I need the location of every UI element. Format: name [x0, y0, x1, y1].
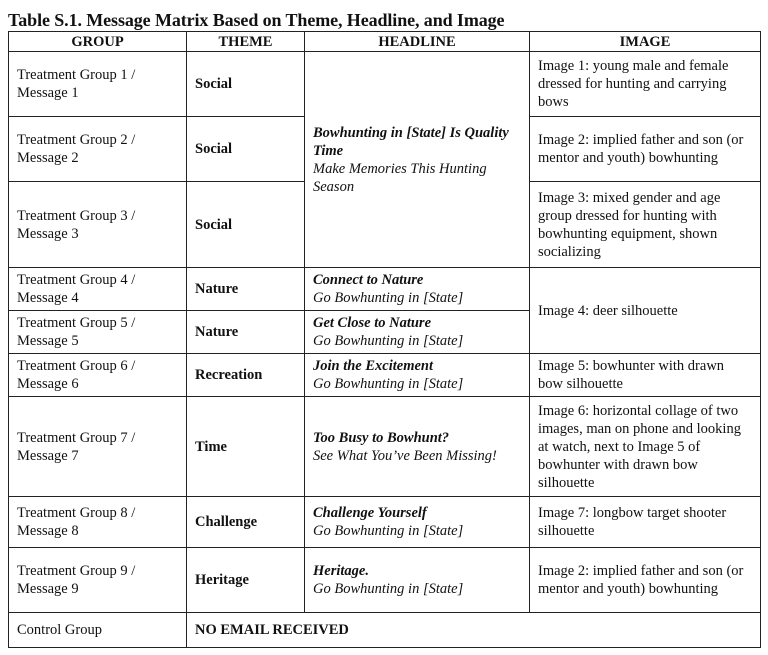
- header-row: [9, 32, 761, 52]
- headline-cell: Heritage. Go Bowhunting in [State]: [305, 548, 530, 613]
- control-text-cell: NO EMAIL RECEIVED: [187, 613, 761, 648]
- theme-cell: Nature: [187, 311, 305, 354]
- theme-cell: Challenge: [187, 497, 305, 548]
- control-row: [9, 613, 761, 648]
- group-cell: Treatment Group 9 / Message 9: [9, 548, 187, 613]
- group-cell: Treatment Group 5 / Message 5: [9, 311, 187, 354]
- image-cell: Image 2: implied father and son (or mentor and youth) bowhunting: [530, 548, 761, 613]
- column-header-theme: THEME: [187, 32, 305, 52]
- table-row: [9, 548, 761, 613]
- theme-cell: Social: [187, 182, 305, 268]
- group-cell: Treatment Group 4 / Message 4: [9, 268, 187, 311]
- image-cell: Image 3: mixed gender and age group dressed for hunting with bowhunting equipment, shown socializing: [530, 182, 761, 268]
- image-cell: Image 7: longbow target shooter silhouette: [530, 497, 761, 548]
- column-header-image: IMAGE: [530, 32, 761, 52]
- theme-cell: Nature: [187, 268, 305, 311]
- theme-cell: Social: [187, 117, 305, 182]
- image-cell: Image 4: deer silhouette: [530, 268, 761, 354]
- image-cell: Image 6: horizontal collage of two images, man on phone and looking at watch, next to Image 5 of bowhunter with drawn bow silhouette: [530, 397, 761, 497]
- group-cell: Treatment Group 8 / Message 8: [9, 497, 187, 548]
- headline-cell: Challenge Yourself Go Bowhunting in [State]: [305, 497, 530, 548]
- control-group-cell: Control Group: [9, 613, 187, 648]
- image-cell: Image 5: bowhunter with drawn bow silhouette: [530, 354, 761, 397]
- theme-cell: Social: [187, 52, 305, 117]
- headline-cell: Connect to Nature Go Bowhunting in [State]: [305, 268, 530, 311]
- group-cell: Treatment Group 3 / Message 3: [9, 182, 187, 268]
- table-row: [9, 268, 761, 311]
- table-row: [9, 354, 761, 397]
- headline-cell: Too Busy to Bowhunt? See What You’ve Been Missing!: [305, 397, 530, 497]
- column-header-headline: HEADLINE: [305, 32, 530, 52]
- group-cell: Treatment Group 6 / Message 6: [9, 354, 187, 397]
- image-cell: Image 1: young male and female dressed for hunting and carrying bows: [530, 52, 761, 117]
- table-row: [9, 397, 761, 497]
- image-cell: Image 2: implied father and son (or mentor and youth) bowhunting: [530, 117, 761, 182]
- headline-cell: Bowhunting in [State] Is Quality Time Make Memories This Hunting Season: [305, 52, 530, 268]
- headline-cell: Join the Excitement Go Bowhunting in [State]: [305, 354, 530, 397]
- message-matrix-table: [8, 31, 761, 648]
- table-row: [9, 497, 761, 548]
- table-title: Table S.1. Message Matrix Based on Theme, Headline, and Image: [8, 10, 505, 30]
- group-cell: Treatment Group 7 / Message 7: [9, 397, 187, 497]
- headline-cell: Get Close to Nature Go Bowhunting in [State]: [305, 311, 530, 354]
- group-cell: Treatment Group 2 / Message 2: [9, 117, 187, 182]
- theme-cell: Heritage: [187, 548, 305, 613]
- column-header-group: GROUP: [9, 32, 187, 52]
- theme-cell: Recreation: [187, 354, 305, 397]
- group-cell: Treatment Group 1 / Message 1: [9, 52, 187, 117]
- theme-cell: Time: [187, 397, 305, 497]
- table-row: [9, 52, 761, 117]
